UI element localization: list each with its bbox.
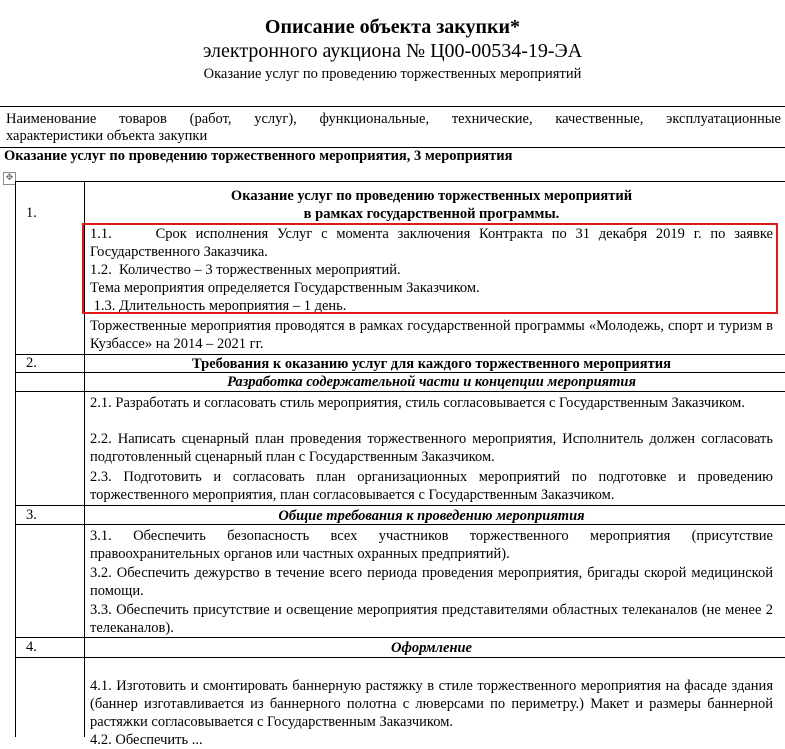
section-item: 3.1. Обеспечить безопасность всех участников торжественного мероприятия (присутствие правоохранительных органов или частных охранных предприятий). (90, 528, 773, 562)
section-item: 1.3. Длительность мероприятия – 1 день. (90, 298, 347, 314)
section-item: 3.2. Обеспечить дежурство в течение всего периода проведения мероприятия, бригады скорой медицинской помощи. (90, 565, 773, 599)
characteristics-header (0, 106, 785, 148)
section-item: 2.3. Подготовить и согласовать план организационных мероприятий по подготовке и проведению торжественного мероприятия, план согласовывается с Государственным Заказчиком. (90, 469, 773, 503)
table-row-divider (15, 637, 785, 638)
section-heading: Оказание услуг по проведению торжественных мероприятий (230, 188, 633, 204)
section-item: Тема мероприятия определяется Государственным Заказчиком. (90, 280, 480, 296)
table-row-divider (15, 657, 785, 658)
section-heading: Общие требования к проведению мероприятия (278, 508, 585, 524)
auction-number: электронного аукциона № Ц00-00534-19-ЭА (202, 40, 583, 62)
section-number: 1. (26, 205, 37, 221)
section-subheading: Разработка содержательной части и концепции мероприятия (227, 374, 636, 390)
section-item: 2.1. Разработать и согласовать стиль мероприятия, стиль согласовывается с Государственным Заказчиком. (90, 395, 745, 411)
service-subheading: Оказание услуг по проведению торжественного мероприятия, 3 мероприятия (4, 148, 513, 164)
section-item: 4.1. Изготовить и смонтировать баннерную растяжку в стиле торжественного мероприятия на фасаде здания (баннер изготавливается из баннерного полотна с люверсами по периметру.) Макет и размеры баннерной растяжки согласовывается с Государственным Заказчиком. (90, 678, 773, 730)
table-move-handle-icon[interactable]: ✥ (3, 172, 16, 185)
characteristics-header-line1: Наименование товаров (работ, услуг), функциональные, технические, качественные, эксплуатационные (6, 111, 781, 127)
document-subtitle: Оказание услуг по проведению торжественных мероприятий (203, 66, 582, 82)
section-item: 4.2. Обеспечить ... (90, 732, 203, 748)
table-row-divider (15, 505, 785, 506)
table-row-divider (15, 181, 785, 182)
section-item: 1.2. Количество – 3 торжественных мероприятий. (90, 262, 401, 278)
section-item: 1.1. Срок исполнения Услуг с момента заключения Контракта по 31 декабря 2019 г. по заявке Государственного Заказчика. (90, 226, 777, 260)
section-heading-cont: в рамках государственной программы. (303, 206, 560, 222)
section-item: 2.2. Написать сценарный план проведения торжественного мероприятия, Исполнитель должен согласовать подготовленный сценарный план с Государственным Заказчиком. (90, 431, 773, 465)
section-number: 2. (26, 355, 37, 371)
section-number: 3. (26, 507, 37, 523)
section-item: 3.3. Обеспечить присутствие и освещение мероприятия представителями областных телеканалов (не менее 2 телеканалов). (90, 602, 773, 636)
document-title: Описание объекта закупки* (264, 16, 521, 38)
highlight-box (82, 223, 778, 314)
section-item: Торжественные мероприятия проводятся в рамках государственной программы «Молодежь, спорт и туризм в Кузбассе» на 2014 – 2021 гг. (90, 318, 773, 352)
characteristics-header-line2: характеристики объекта закупки (6, 128, 208, 144)
section-heading: Оформление (391, 640, 472, 656)
section-number: 4. (26, 639, 37, 655)
section-heading: Требования к оказанию услуг для каждого торжественного мероприятия (192, 356, 671, 372)
table-row-divider (15, 391, 785, 392)
